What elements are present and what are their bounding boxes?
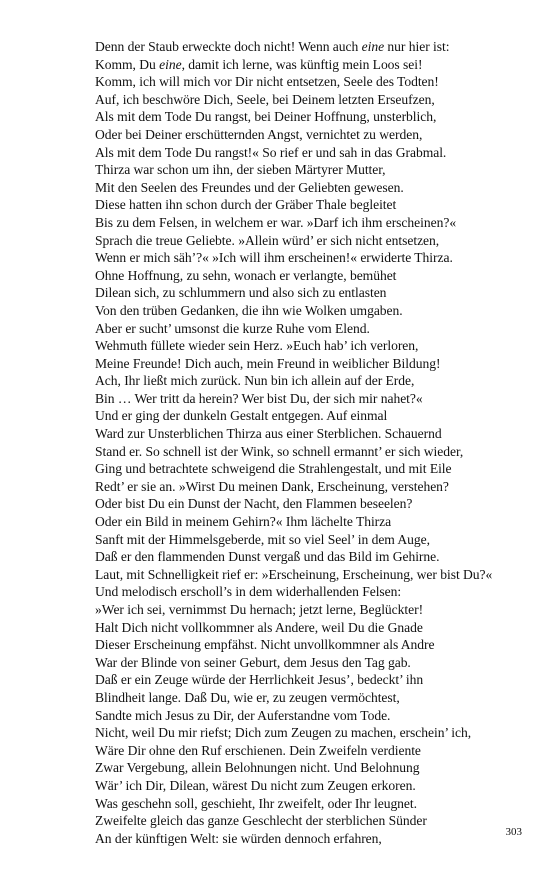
text-line: Nicht, weil Du mir riefst; Dich zum Zeugen zu machen, erschein’ ich,	[95, 725, 472, 741]
text-line: Oder ein Bild in meinem Gehirn?« Ihm lächelte Thirza	[95, 514, 392, 530]
text-line: Dieser Erscheinung empfähst. Nicht unvollkommner als Andre	[95, 637, 435, 653]
text-line: Halt Dich nicht vollkommner als Andere, weil Du die Gnade	[95, 619, 423, 635]
text-line: Stand er. So schnell ist der Wink, so schnell ermannt’ er sich wieder,	[95, 443, 464, 459]
text-line: Daß er ein Zeuge würde der Herrlichkeit Jesus’, bedeckt’ ihn	[95, 672, 424, 688]
text-line: Bin … Wer tritt da herein? Wer bist Du, der sich mir nahet?«	[95, 390, 423, 406]
text-line: Und melodisch erscholl’s in dem widerhallenden Felsen:	[95, 584, 402, 600]
text-line: Als mit dem Tode Du rangst, bei Deiner Hoffnung, unsterblich,	[95, 109, 437, 125]
text-line: Wehmuth füllete wieder sein Herz. »Euch hab’ ich verloren,	[95, 338, 419, 354]
text-line: Oder bist Du ein Dunst der Nacht, den Flammen beseelen?	[95, 496, 413, 512]
text-line: Denn der Staub erweckte doch nicht! Wenn auch eine nur hier ist:	[95, 39, 450, 54]
poem-text	[95, 38, 540, 847]
text-line: Redt’ er sie an. »Wirst Du meinen Dank, Erscheinung, verstehen?	[95, 478, 449, 494]
text-line: Komm, ich will mich vor Dir nicht entsetzen, Seele des Todten!	[95, 74, 439, 90]
text-line: Oder bei Deiner erschütternden Angst, vernichtet zu werden,	[95, 126, 423, 142]
text-line: Sanft mit der Himmelsgeberde, mit so viel Seel’ in dem Auge,	[95, 531, 431, 547]
text-line: Wär’ ich Dir, Dilean, wärest Du nicht zum Zeugen erkoren.	[95, 777, 416, 793]
text-line: Komm, Du eine, damit ich lerne, was künftig mein Loos sei!	[95, 56, 423, 72]
text-line: Und er ging der dunkeln Gestalt entgegen. Auf einmal	[95, 408, 388, 424]
emphasis-text: eine	[361, 39, 385, 54]
text-line: Wenn er mich säh’?« »Ich will ihm erscheinen!« erwiderte Thirza.	[95, 250, 453, 266]
text-line: Auf, ich beschwöre Dich, Seele, bei Deinem letzten Erseufzen,	[95, 91, 435, 107]
page-number: 303	[505, 826, 522, 838]
text-line: Von den trüben Gedanken, die ihn wie Wolken umgaben.	[95, 302, 403, 318]
text-line: Dilean sich, zu schlummern und also sich zu entlasten	[95, 285, 387, 301]
text-line: Was geschehn soll, geschieht, Ihr zweifelt, oder Ihr leugnet.	[95, 795, 417, 811]
text-line: Zwar Vergebung, allein Belohnungen nicht. Und Belohnung	[95, 760, 420, 776]
text-line: An der künftigen Welt: sie würden dennoch erfahren,	[95, 830, 382, 846]
text-line: Thirza war schon um ihn, der sieben Märtyrer Mutter,	[95, 162, 386, 178]
text-line: Sandte mich Jesus zu Dir, der Auferstandne vom Tode.	[95, 707, 391, 723]
text-line: Daß er den flammenden Dunst vergaß und das Bild im Gehirne.	[95, 549, 440, 565]
text-line: Meine Freunde! Dich auch, mein Freund in weiblicher Bildung!	[95, 355, 441, 371]
text-line: »Wer ich sei, vernimmst Du hernach; jetzt lerne, Beglückter!	[95, 602, 424, 617]
text-line: Ohne Hoffnung, zu sehn, wonach er verlangte, bemühet	[95, 267, 397, 283]
text-line: Mit den Seelen des Freundes und der Geliebten gewesen.	[95, 179, 404, 195]
text-line: War der Blinde von seiner Geburt, dem Jesus den Tag gab.	[95, 654, 411, 670]
text-line: Sprach die treue Geliebte. »Allein würd’ er sich nicht entsetzen,	[95, 232, 440, 248]
text-line: Zweifelte gleich das ganze Geschlecht der sterblichen Sünder	[95, 813, 427, 829]
text-line: Ward zur Unsterblichen Thirza aus einer Sterblichen. Schauernd	[95, 426, 442, 442]
text-line: Wäre Dir ohne den Ruf erschienen. Dein Zweifeln verdiente	[95, 742, 421, 758]
text-line: Bis zu dem Felsen, in welchem er war. »Darf ich ihm erscheinen?«	[95, 214, 457, 230]
text-line: Aber er sucht’ umsonst die kurze Ruhe vom Elend.	[95, 320, 370, 336]
emphasis-text: eine	[159, 56, 182, 72]
text-line: Diese hatten ihn schon durch der Gräber Thale begleitet	[95, 197, 397, 213]
text-line: Ging und betrachtete schweigend die Strahlengestalt, und mit Eile	[95, 461, 452, 477]
text-line: Ach, Ihr ließt mich zurück. Nun bin ich allein auf der Erde,	[95, 373, 415, 389]
text-line: Als mit dem Tode Du rangst!« So rief er und sah in das Grabmal.	[95, 144, 447, 160]
text-line: Laut, mit Schnelligkeit rief er: »Erscheinung, Erscheinung, wer bist Du?«	[95, 566, 493, 582]
text-line: Blindheit lange. Daß Du, wie er, zu zeugen vermöchtest,	[95, 689, 400, 705]
